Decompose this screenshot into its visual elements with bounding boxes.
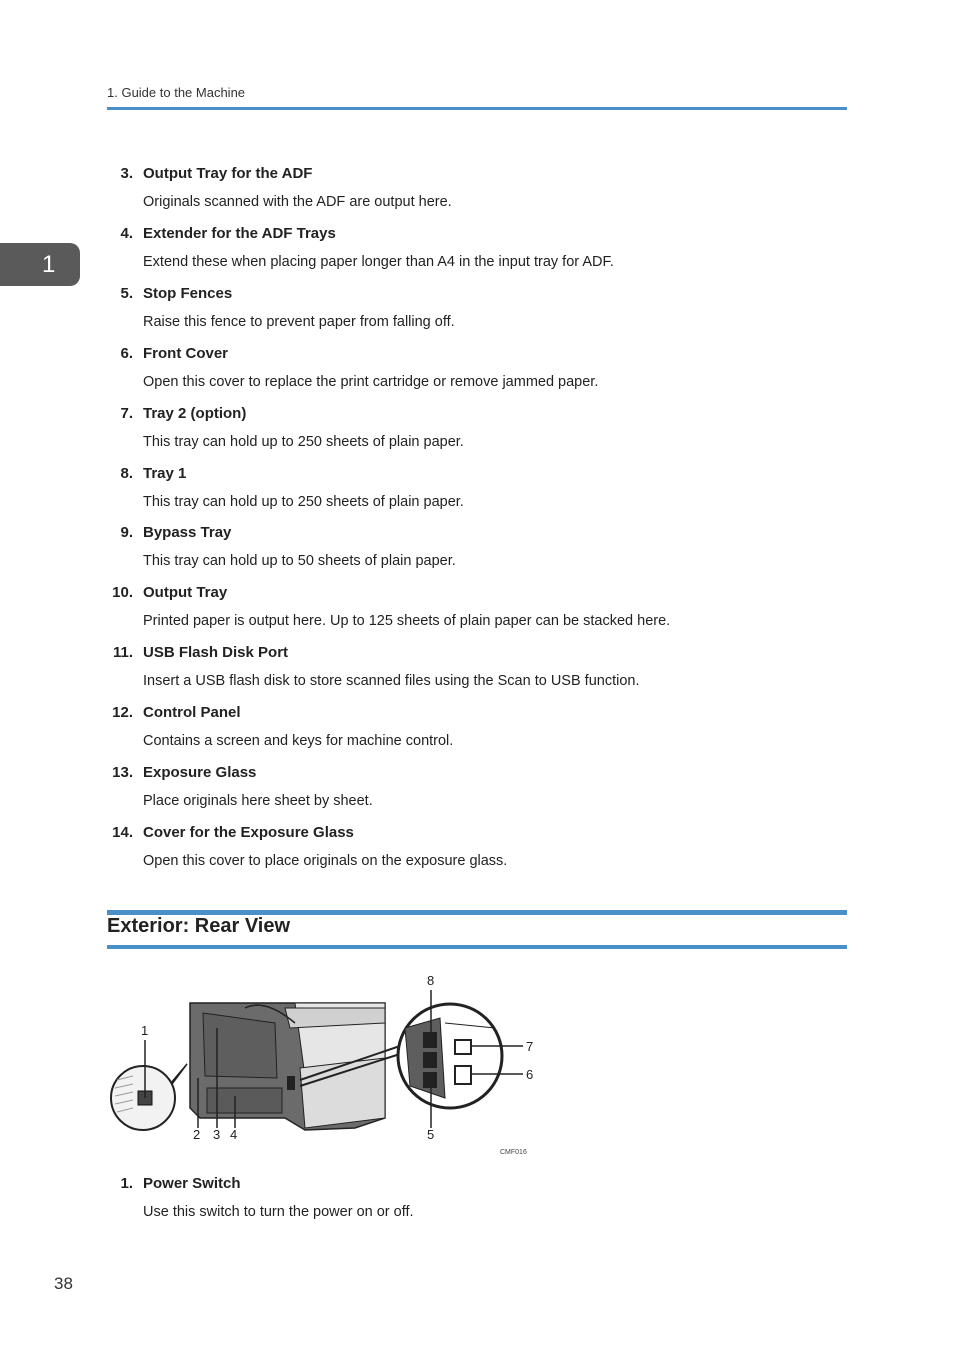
figure-code: CMF016 bbox=[500, 1149, 527, 1156]
callout-8: 8 bbox=[427, 973, 435, 988]
item-description: This tray can hold up to 250 sheets of plain paper. bbox=[143, 433, 464, 450]
callout-4: 4 bbox=[230, 1127, 238, 1142]
power-switch-zoom bbox=[111, 1064, 187, 1130]
item-description: Extend these when placing paper longer than A4 in the input tray for ADF. bbox=[143, 253, 614, 270]
item-description: Use this switch to turn the power on or off. bbox=[143, 1204, 414, 1220]
item-number: 13. bbox=[112, 764, 133, 781]
item-number: 5. bbox=[120, 284, 133, 302]
item-title: Cover for the Exposure Glass bbox=[143, 823, 354, 841]
item-number: 12. bbox=[112, 704, 133, 722]
callout-2: 2 bbox=[193, 1127, 201, 1142]
item-title: Output Tray bbox=[143, 584, 228, 602]
item-number: 6. bbox=[120, 344, 133, 362]
item-description: This tray can hold up to 50 sheets of plain paper. bbox=[143, 553, 456, 570]
section-title: Exterior: Rear View bbox=[107, 915, 291, 937]
item-number: 4. bbox=[120, 224, 133, 242]
item-number: 7. bbox=[120, 404, 133, 422]
item-title: Bypass Tray bbox=[143, 524, 232, 542]
printer-body bbox=[190, 1003, 400, 1130]
item-description: Originals scanned with the ADF are output here. bbox=[143, 194, 452, 210]
item-title: Output Tray for the ADF bbox=[143, 165, 313, 182]
item-description: Open this cover to replace the print cartridge or remove jammed paper. bbox=[143, 373, 599, 390]
item-description: Open this cover to place originals on the exposure glass. bbox=[143, 852, 508, 869]
item-number: 10. bbox=[112, 584, 133, 602]
item-title: Control Panel bbox=[143, 704, 241, 722]
item-title: Tray 2 (option) bbox=[143, 404, 247, 422]
item-title: Front Cover bbox=[143, 344, 229, 362]
page-number: 38 bbox=[54, 1274, 73, 1293]
item-title: USB Flash Disk Port bbox=[143, 644, 289, 662]
item-number: 11. bbox=[112, 644, 133, 662]
callout-5: 5 bbox=[427, 1127, 435, 1142]
item-number: 1. bbox=[120, 1175, 133, 1192]
item-description: Contains a screen and keys for machine control. bbox=[143, 733, 454, 750]
callout-3: 3 bbox=[213, 1127, 221, 1142]
callout-1: 1 bbox=[141, 1023, 149, 1038]
item-number: 14. bbox=[112, 823, 133, 841]
item-description: This tray can hold up to 250 sheets of plain paper. bbox=[143, 493, 464, 510]
item-title: Power Switch bbox=[143, 1175, 241, 1192]
chapter-tab: 1 bbox=[0, 243, 80, 286]
item-number: 9. bbox=[120, 524, 133, 542]
callout-7: 7 bbox=[526, 1039, 534, 1054]
item-title: Extender for the ADF Trays bbox=[143, 224, 336, 242]
item-description: Printed paper is output here. Up to 125 sheets of plain paper can be stacked here. bbox=[143, 613, 671, 630]
running-head: 1. Guide to the Machine bbox=[107, 85, 246, 100]
item-description: Insert a USB flash disk to store scanned files using the Scan to USB function. bbox=[143, 673, 640, 690]
section-bar-bottom bbox=[107, 945, 847, 949]
item-number: 3. bbox=[120, 165, 133, 182]
item-description: Raise this fence to prevent paper from falling off. bbox=[143, 313, 455, 330]
item-title: Stop Fences bbox=[143, 284, 233, 302]
item-title: Exposure Glass bbox=[143, 764, 257, 781]
item-description: Place originals here sheet by sheet. bbox=[143, 793, 373, 809]
item-title: Tray 1 bbox=[143, 464, 187, 482]
item-number: 8. bbox=[120, 464, 133, 482]
ports-zoom bbox=[398, 1004, 502, 1108]
header-rule bbox=[107, 107, 847, 110]
callout-6: 6 bbox=[526, 1067, 534, 1082]
rear-view-illustration bbox=[105, 968, 545, 1158]
